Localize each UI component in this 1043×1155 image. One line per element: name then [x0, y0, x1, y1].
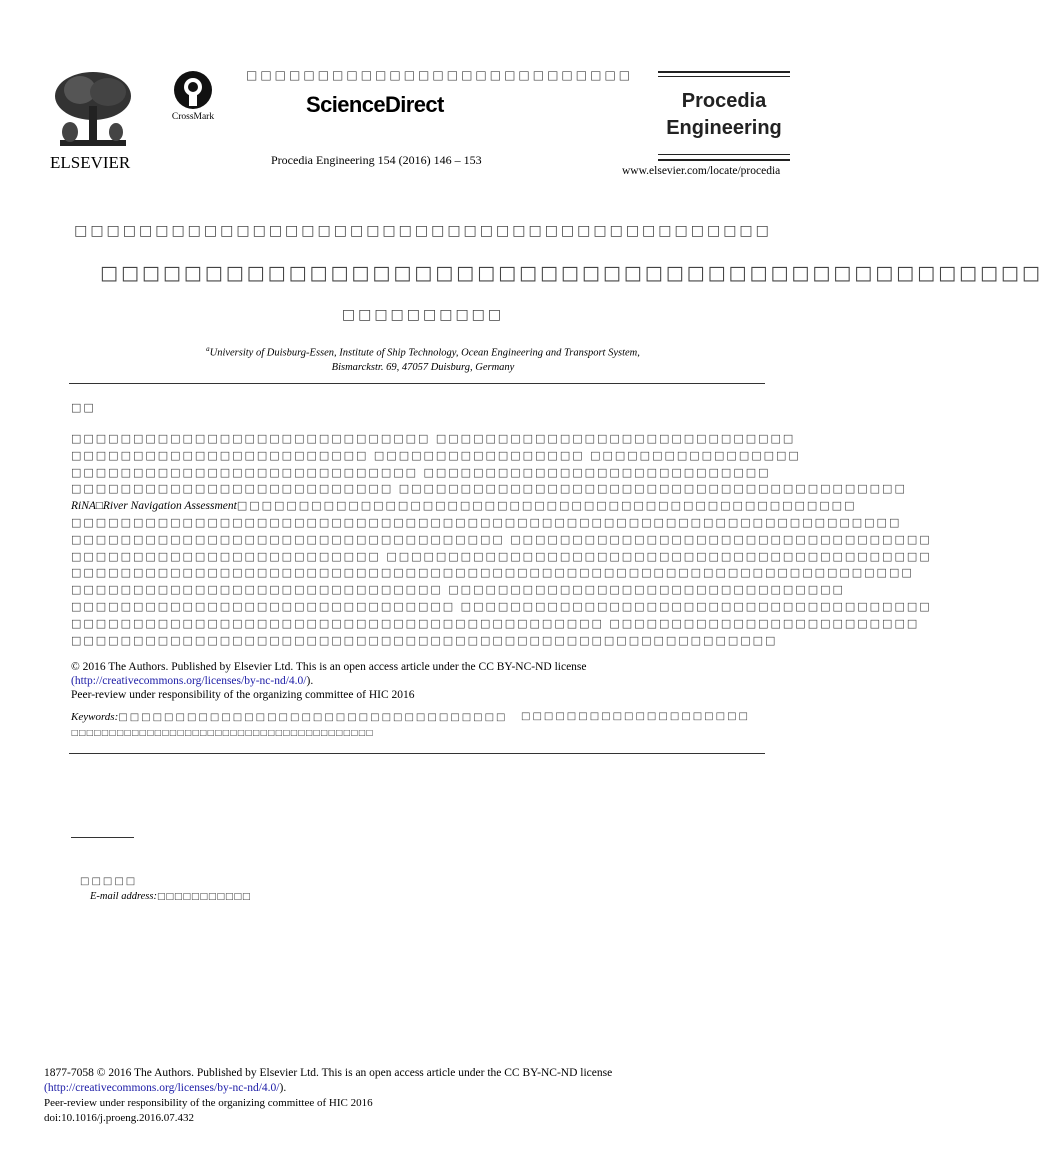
- keywords-block: [71, 710, 771, 740]
- keywords-label: Keywords:: [71, 711, 119, 723]
- abstract-line: □□□□□□□□□□□□□□□□□□□□□□□□□ □□□□□□□□□□□□□□□□□□□□□□□□□□□□□□□□□□□□□□□□□□□□: [71, 549, 932, 563]
- journal-rule-top2: [658, 76, 790, 77]
- abstract-line: □□□□□□□□□□□□□□□□□□□□□□□□□□□□□ □□□□□□□□□□□□□□□□□□□□□□□□□□□□□: [71, 432, 796, 445]
- abstract-line: □□□□□□□□□□□□□□□□□□□□□□□□□□□□□□□□□□□□□□□□□□□ □□□□□□□□□□□□□□□□□□□□□□□□□: [71, 616, 920, 630]
- abstract-line: □□□□□□□□□□□□□□□□□□□□□□□□□□□□□□□ □□□□□□□□□□□□□□□□□□□□□□□□□□□□□□□□□□□□□□: [71, 599, 932, 613]
- email-label: E-mail address:: [90, 891, 157, 902]
- abstract-line: □□□□□□□□□□□□□□□□□□□□□□□□□□□□□□□□□□□□□□□□□□□□□□□□□□□□□□□□□: [71, 633, 778, 647]
- footer-peer-review: Peer-review under responsibility of the organizing committee of HIC 2016: [44, 1097, 373, 1109]
- copyright-line: © 2016 The Authors. Published by Elsevier Ltd. This is an open access article under the CC BY-NC-ND license: [71, 661, 587, 673]
- abstract-body: [71, 431, 932, 649]
- abstract-line: □□□□□□□□□□□□□□□□□□□□□□□□□□□□ □□□□□□□□□□□□□□□□□□□□□□□□□□□□: [71, 465, 771, 479]
- abstract-line: □□□□□□□□□□□□□□□□□□□□□□□□□□ □□□□□□□□□□□□□□□□□□□□□□□□□□□□□□□□□□□□□□□□□: [71, 482, 907, 496]
- abstract-heading: □□: [71, 401, 96, 414]
- elsevier-wordmark: ELSEVIER: [50, 153, 131, 172]
- abstract-line: □□□□□□□□□□□□□□□□□□□□□□□□ □□□□□□□□□□□□□□□□□ □□□□□□□□□□□□□□□□□: [71, 448, 801, 462]
- journal-rule-bottom: [658, 154, 790, 155]
- rina-line-rest: □□□□□□□□□□□□□□□□□□□□□□□□□□□□□□□□□□□□□□□□□□□□□□□□□□: [236, 499, 857, 513]
- journal-url[interactable]: www.elsevier.com/locate/procedia: [622, 165, 781, 177]
- license-link[interactable]: (http://creativecommons.org/licenses/by-nc-nd/4.0/: [71, 675, 307, 687]
- abstract-divider: [69, 753, 765, 754]
- conference-line: □□□□□□□□□□□□□□□□□□□□□□□□□□□□□□□□□□□□□□□□□□□: [74, 223, 772, 239]
- available-online-line: □□□□□□□□□□□□□□□□□□□□□□□□□□□: [246, 68, 634, 82]
- crossmark-badge[interactable]: [164, 70, 222, 122]
- crossmark-icon: [173, 70, 213, 110]
- footer-link-end: ).: [279, 1082, 287, 1094]
- license-link-end: ).: [306, 675, 314, 687]
- abstract-line: □□□□□□□□□□□□□□□□□□□□□□□□□□□□□□□□□□□ □□□□□□□□□□□□□□□□□□□□□□□□□□□□□□□□□□: [71, 532, 932, 546]
- copyright-block: [71, 660, 587, 702]
- sciencedirect-logo[interactable]: ScienceDirect: [306, 92, 444, 117]
- corresponding-author: □□□□□: [80, 876, 138, 887]
- email-value[interactable]: □□□□□□□□□□□: [156, 892, 251, 902]
- affiliation-mark: a: [206, 345, 210, 353]
- affiliation-line2: Bismarckstr. 69, 47057 Duisburg, Germany: [331, 361, 515, 373]
- elsevier-logo: [50, 66, 136, 172]
- keywords-part-a: □□□□□□□□□□□□□□□□□□□□□□□□□□□□□□□□□□: [118, 712, 508, 723]
- footer-license-link[interactable]: (http://creativecommons.org/licenses/by-nc-nd/4.0/: [44, 1082, 280, 1094]
- affiliation-line1: University of Duisburg-Essen, Institute of Ship Technology, Ocean Engineering and Transport System,: [209, 347, 640, 359]
- abstract-line: □□□□□□□□□□□□□□□□□□□□□□□□□□□□□□□□□□□□□□□□□□□□□□□□□□□□□□□□□□□□□□□□□□□□: [71, 566, 914, 580]
- abstract-rina-line: [71, 498, 857, 515]
- journal-title-block: [658, 88, 790, 142]
- article-title: □□□□□□□□□□□□□□□□□□□□□□□□□□□□□□□□□□□□□□□□□□□□□: [100, 262, 1043, 284]
- rina-term: RiNA□River Navigation Assessment: [71, 500, 237, 513]
- keywords-line2: □□□□□□□□□□□□□□□□□□□□□□□□□□□□□□□□□□□□□□□□: [71, 727, 374, 737]
- footer-license-line: 1877-7058 © 2016 The Authors. Published by Elsevier Ltd. This is an open access article under the CC BY-NC-ND license: [44, 1067, 613, 1079]
- elsevier-tree-icon: [50, 66, 136, 150]
- article-authors: □□□□□□□□□□: [341, 307, 505, 323]
- footnote-rule: [71, 837, 134, 838]
- keywords-part-b: □□□□□□□□□□□□□□□□□□□□: [521, 711, 750, 722]
- header-divider: [69, 383, 765, 384]
- journal-rule-bottom2: [658, 159, 790, 161]
- journal-title-line2: Engineering: [666, 117, 782, 139]
- journal-title-line1: Procedia: [681, 90, 767, 112]
- email-line: [90, 891, 251, 902]
- footer-block: [44, 1066, 612, 1126]
- abstract-line: □□□□□□□□□□□□□□□□□□□□□□□□□□□□□□□□□□□□□□□□□□□□□□□□□□□□□□□□□□□□□□□□□□□: [71, 515, 902, 529]
- footer-doi[interactable]: doi:10.1016/j.proeng.2016.07.432: [44, 1112, 195, 1124]
- crossmark-label: CrossMark: [171, 112, 215, 122]
- abstract-line: □□□□□□□□□□□□□□□□□□□□□□□□□□□□□□ □□□□□□□□□□□□□□□□□□□□□□□□□□□□□□□□: [71, 583, 845, 597]
- journal-rule-top: [658, 71, 790, 73]
- affiliation: [0, 342, 846, 375]
- peer-review-line: Peer-review under responsibility of the organizing committee of HIC 2016: [71, 689, 415, 701]
- journal-citation: Procedia Engineering 154 (2016) 146 – 153: [271, 153, 482, 167]
